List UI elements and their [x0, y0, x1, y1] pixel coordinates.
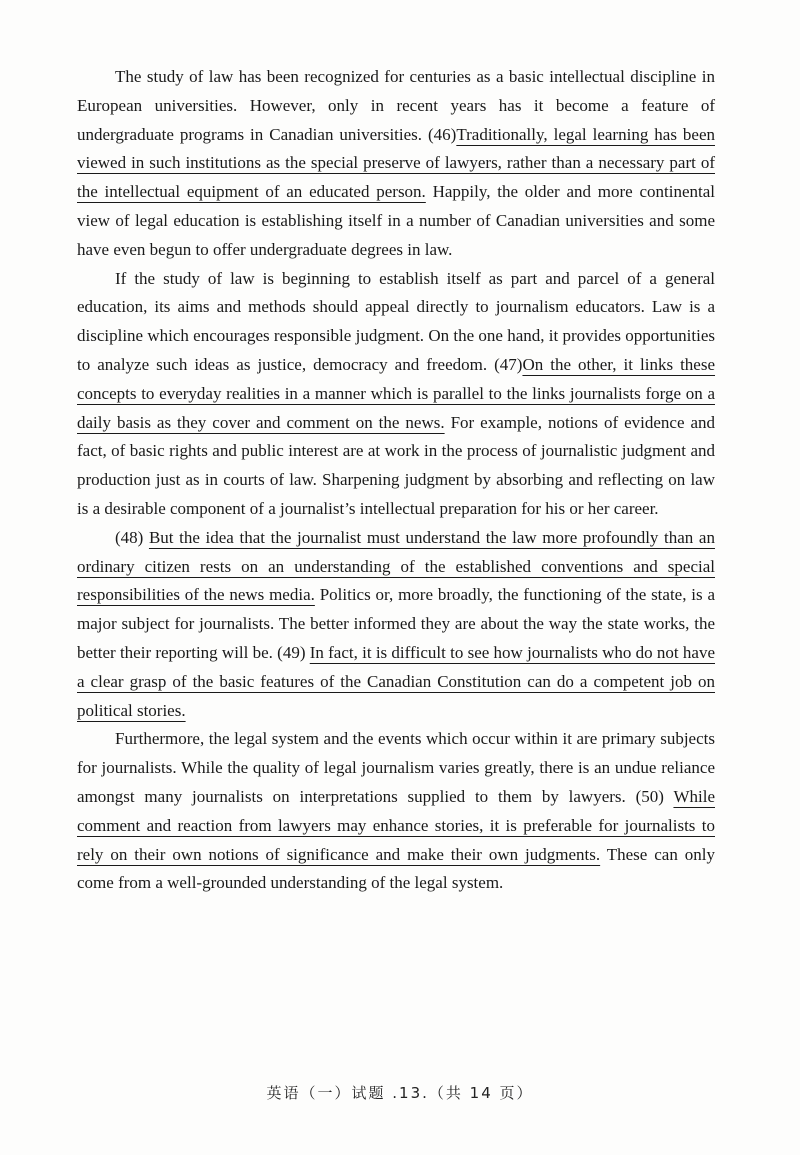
page-footer: 英语（一）试题 .13.（共 14 页）: [266, 1084, 534, 1102]
paragraph-3: [77, 524, 715, 726]
paragraph-4-text-end: These can only come from a well-grounded understanding of the legal system.: [77, 844, 715, 893]
question-48-sentence: But the idea that the journalist must understand the law more profoundly than an ordinary citizen rests on an understanding of the established conventions and special responsibilities of the news media.: [77, 527, 715, 605]
question-50-sentence: While comment and reaction from lawyers may enhance stories, it is preferable for journalists to rely on their own notions of significance and make their own judgments.: [77, 786, 715, 864]
paragraph-1-text-end: Happily, the older and more continental view of legal education is establishing itself in a number of Canadian universities and some have even begun to offer undergraduate degrees in law.: [77, 182, 715, 259]
reading-passage: [77, 63, 715, 898]
paragraph-2: [77, 265, 715, 524]
paragraph-4: [77, 725, 715, 898]
paragraph-2-text-start: If the study of law is beginning to establish itself as part and parcel of a general education, its aims and methods should appeal directly to journalism educators. Law is a discipline which encourages responsible judgment. On the one hand, it provides opportunities to analyze such ideas as justice, democracy and freedom. (47): [77, 268, 715, 374]
question-47-sentence: On the other, it links these concepts to everyday realities in a manner which is parallel to the links journalists forge on a daily basis as they cover and comment on the news.: [77, 354, 716, 432]
paragraph-4-text-start: Furthermore, the legal system and the events which occur within it are primary subjects for journalists. While the quality of legal journalism varies greatly, there is an undue reliance amongst many journalists on interpretations supplied to them by lawyers. (50): [77, 729, 715, 806]
question-46-sentence: Traditionally, legal learning has been viewed in such institutions as the special preserve of lawyers, rather than a necessary part of the intellectual equipment of an educated person.: [77, 124, 715, 202]
paragraph-3-text-start: (48): [115, 527, 149, 547]
paragraph-3-text-middle: Politics or, more broadly, the functioning of the state, is a major subject for journalists. The better informed they are about the way the state works, the better their reporting will be. (49): [77, 585, 715, 662]
paragraph-2-text-end: For example, notions of evidence and fact, of basic rights and public interest are at work in the process of journalistic judgment and production just as in courts of law. Sharpening judgment by absorbing and reflecting on law is a desirable component of a journalist’s intellectual preparation for his or her career.: [77, 412, 716, 518]
paragraph-1: [77, 63, 715, 265]
paragraph-1-text-start: The study of law has been recognized for centuries as a basic intellectual discipline in European universities. However, only in recent years has it become a feature of undergraduate programs in Canadian universities. (46): [77, 67, 715, 144]
question-49-sentence: In fact, it is difficult to see how journalists who do not have a clear grasp of the basic features of the Canadian Constitution can do a competent job on political stories.: [77, 642, 715, 720]
